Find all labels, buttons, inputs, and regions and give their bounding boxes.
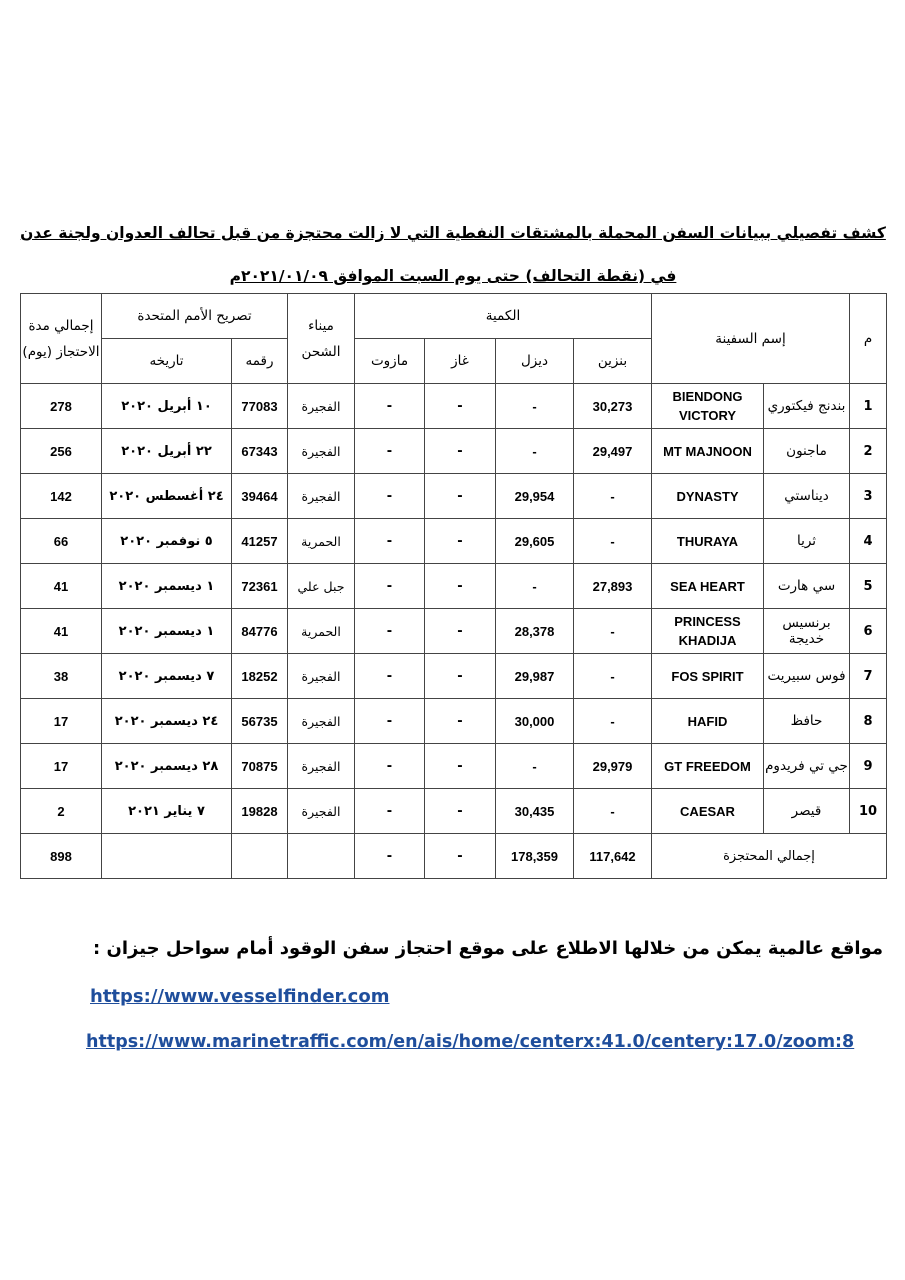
detention-days: 41 [21,609,102,654]
loading-port: الفجيرة [288,744,355,789]
table-row [21,429,887,474]
ship-name-en: BIENDONG VICTORY [652,384,764,429]
loading-port: الفجيرة [288,474,355,519]
detention-days: 38 [21,654,102,699]
header-petrol: بنزين [574,339,652,384]
ship-name-ar: ديناستي [764,474,850,519]
ship-name-ar: برنسيس خديجة [764,609,850,654]
permit-number: 56735 [232,699,288,744]
table-row [21,654,887,699]
row-index: 9 [850,744,887,789]
ship-rows [21,384,887,834]
permit-date: ٢٨ ديسمبر ٢٠٢٠ [102,744,232,789]
ship-name-en: FOS SPIRIT [652,654,764,699]
loading-port: الفجيرة [288,384,355,429]
row-index: 8 [850,699,887,744]
header-quantity: الكمية [355,294,652,339]
gas-qty: - [425,744,496,789]
gas-qty: - [425,474,496,519]
ship-name-en: PRINCESS KHADIJA [652,609,764,654]
gas-qty: - [425,789,496,834]
mazut-qty: - [355,789,425,834]
gas-qty: - [425,609,496,654]
row-index: 1 [850,384,887,429]
row-index: 10 [850,789,887,834]
permit-date: ١٠ أبريل ٢٠٢٠ [102,384,232,429]
ship-name-en: SEA HEART [652,564,764,609]
permit-date: ٢٢ أبريل ٢٠٢٠ [102,429,232,474]
petrol-qty: - [574,789,652,834]
permit-date: ٢٤ ديسمبر ٢٠٢٠ [102,699,232,744]
permit-number: 67343 [232,429,288,474]
permit-number: 19828 [232,789,288,834]
gas-qty: - [425,654,496,699]
petrol-qty: - [574,609,652,654]
ship-name-ar: ماجنون [764,429,850,474]
document-title: كشف تفصيلي ببيانات السفن المحملة بالمشتقات النفطية التي لا زالت محتجزة من قبل تحالف العدوان ولجنة عدن في (نقطة التحالف) حتى يوم السبت الموافق ٢٠٢١/٠١/٠٩م [20,224,886,285]
table-row [21,744,887,789]
permit-date: ٧ يناير ٢٠٢١ [102,789,232,834]
header-port: ميناء الشحن [288,294,355,384]
totals-gas: - [425,834,496,879]
totals-port-empty [288,834,355,879]
vesselfinder-link[interactable]: https://www.vesselfinder.com [90,986,390,1007]
mazut-qty: - [355,429,425,474]
permit-date: ١ ديسمبر ٢٠٢٠ [102,609,232,654]
totals-diesel: 178,359 [496,834,574,879]
header-gas: غاز [425,339,496,384]
permit-date: ١ ديسمبر ٢٠٢٠ [102,564,232,609]
permit-date: ٧ ديسمبر ٢٠٢٠ [102,654,232,699]
ship-name-en: CAESAR [652,789,764,834]
ship-name-ar: جي تي فريدوم [764,744,850,789]
ship-name-en: DYNASTY [652,474,764,519]
header-mazut: مازوت [355,339,425,384]
gas-qty: - [425,519,496,564]
permit-number: 18252 [232,654,288,699]
ship-name-en: HAFID [652,699,764,744]
totals-petrol: 117,642 [574,834,652,879]
table-row [21,519,887,564]
loading-port: جبل علي [288,564,355,609]
totals-number-empty [232,834,288,879]
permit-number: 72361 [232,564,288,609]
table-row [21,609,887,654]
loading-port: الفجيرة [288,429,355,474]
header-permit-number: رقمه [232,339,288,384]
row-index: 3 [850,474,887,519]
diesel-qty: - [496,429,574,474]
petrol-qty: - [574,519,652,564]
ship-name-ar: ثريا [764,519,850,564]
diesel-qty: - [496,384,574,429]
detention-days: 17 [21,699,102,744]
table-row [21,699,887,744]
mazut-qty: - [355,519,425,564]
petrol-qty: - [574,699,652,744]
petrol-qty: 29,497 [574,429,652,474]
petrol-qty: 30,273 [574,384,652,429]
sites-note: مواقع عالمية يمكن من خلالها الاطلاع على موقع احتجاز سفن الوقود أمام سواحل جيزان : [93,938,883,959]
totals-row [21,834,887,879]
detention-days: 41 [21,564,102,609]
diesel-qty: - [496,564,574,609]
row-index: 4 [850,519,887,564]
detention-days: 2 [21,789,102,834]
gas-qty: - [425,384,496,429]
petrol-qty: 27,893 [574,564,652,609]
table-row [21,384,887,429]
header-total-days: إجمالي مدة الاحتجاز (يوم) [21,294,102,384]
ship-name-ar: قيصر [764,789,850,834]
table-row [21,474,887,519]
header-permit-date: تاريخه [102,339,232,384]
ship-name-en: GT FREEDOM [652,744,764,789]
permit-date: ٢٤ أغسطس ٢٠٢٠ [102,474,232,519]
mazut-qty: - [355,609,425,654]
mazut-qty: - [355,384,425,429]
loading-port: الفجيرة [288,789,355,834]
petrol-qty: 29,979 [574,744,652,789]
detention-days: 17 [21,744,102,789]
mazut-qty: - [355,744,425,789]
marinetraffic-link[interactable]: https://www.marinetraffic.com/en/ais/home/centerx:41.0/centery:17.0/zoom:8 [86,1032,855,1052]
petrol-qty: - [574,654,652,699]
totals-days: 898 [21,834,102,879]
ship-name-ar: فوس سبيريت [764,654,850,699]
ships-table [20,293,887,879]
diesel-qty: 29,987 [496,654,574,699]
diesel-qty: - [496,744,574,789]
header-un-permit: تصريح الأمم المتحدة [102,294,288,339]
gas-qty: - [425,699,496,744]
table-header-row [21,294,887,339]
header-index: م [850,294,887,384]
totals-date-empty [102,834,232,879]
header-ship-name: إسم السفينة [652,294,850,384]
header-diesel: ديزل [496,339,574,384]
ship-name-en: THURAYA [652,519,764,564]
loading-port: الفجيرة [288,699,355,744]
row-index: 7 [850,654,887,699]
permit-number: 39464 [232,474,288,519]
permit-number: 41257 [232,519,288,564]
detention-days: 142 [21,474,102,519]
permit-number: 84776 [232,609,288,654]
gas-qty: - [425,564,496,609]
table-row [21,789,887,834]
detention-days: 66 [21,519,102,564]
permit-number: 70875 [232,744,288,789]
totals-label: إجمالي المحتجزة [652,834,887,879]
row-index: 5 [850,564,887,609]
table-row [21,564,887,609]
row-index: 6 [850,609,887,654]
permit-number: 77083 [232,384,288,429]
diesel-qty: 30,000 [496,699,574,744]
diesel-qty: 29,605 [496,519,574,564]
permit-date: ٥ نوفمبر ٢٠٢٠ [102,519,232,564]
diesel-qty: 29,954 [496,474,574,519]
loading-port: الحمرية [288,519,355,564]
ship-name-ar: سي هارت [764,564,850,609]
diesel-qty: 28,378 [496,609,574,654]
mazut-qty: - [355,564,425,609]
loading-port: الحمرية [288,609,355,654]
ship-name-en: MT MAJNOON [652,429,764,474]
mazut-qty: - [355,699,425,744]
petrol-qty: - [574,474,652,519]
ship-name-ar: حافظ [764,699,850,744]
loading-port: الفجيرة [288,654,355,699]
row-index: 2 [850,429,887,474]
totals-mazut: - [355,834,425,879]
ship-name-ar: بندنج فيكتوري [764,384,850,429]
detention-days: 278 [21,384,102,429]
mazut-qty: - [355,654,425,699]
detention-days: 256 [21,429,102,474]
diesel-qty: 30,435 [496,789,574,834]
mazut-qty: - [355,474,425,519]
gas-qty: - [425,429,496,474]
